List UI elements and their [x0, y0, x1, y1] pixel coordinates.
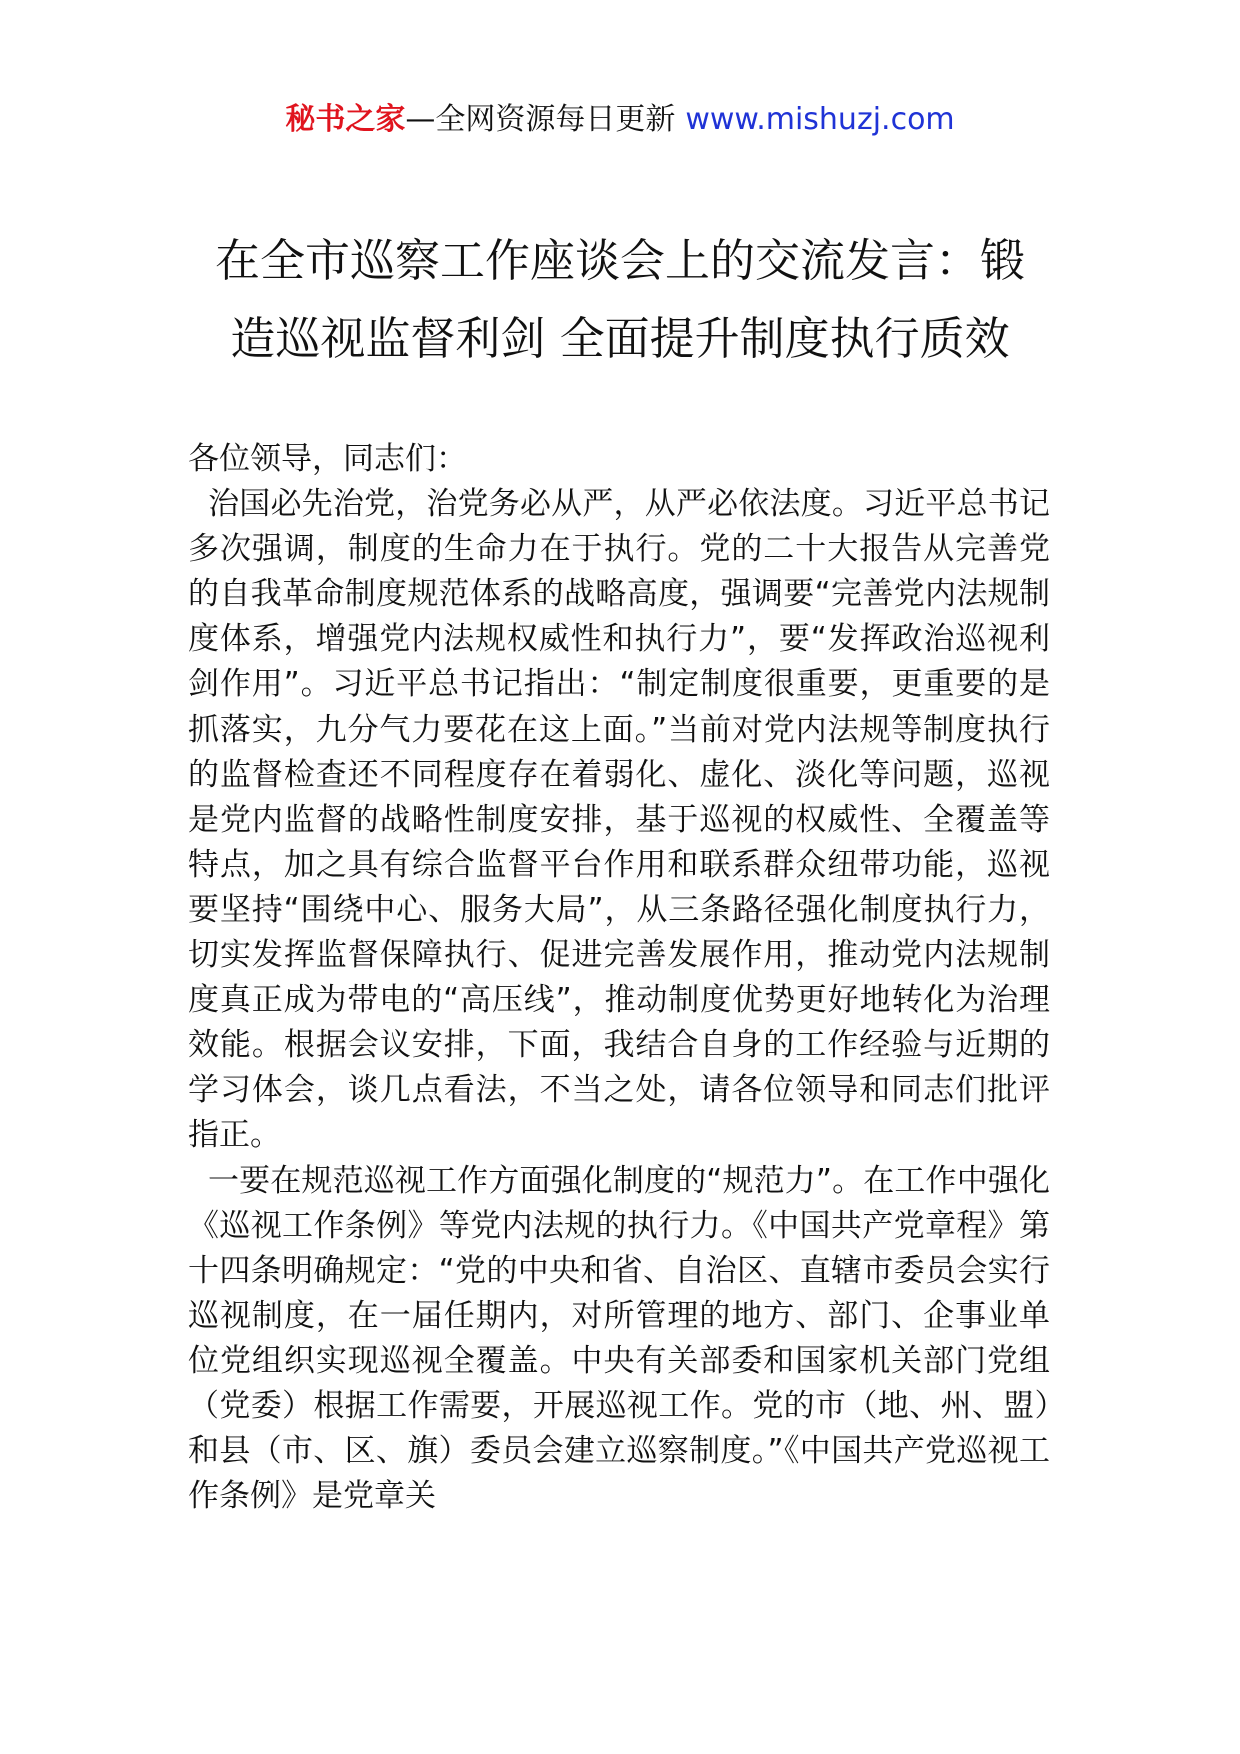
page-header	[0, 98, 1240, 142]
body-paragraph: 治国必先治党，治党务必从严，从严必依法度。习近平总书记多次强调，制度的生命力在于执行。党的二十大报告从完善党的自我革命制度规范体系的战略高度，强调要“完善党内法规制度体系，增强党内法规权威性和执行力”，要“发挥政治巡视利剑作用”。习近平总书记指出：“制定制度很重要，更重要的是抓落实，九分气力要花在这上面。”当前对党内法规等制度执行的监督检查还不同程度存在着弱化、虚化、淡化等问题，巡视是党内监督的战略性制度安排，基于巡视的权威性、全覆盖等特点，加之具有综合监督平台作用和联系群众纽带功能，巡视要坚持“围绕中心、服务大局”，从三条路径强化制度执行力，切实发挥监督保障执行、促进完善发展作用，推动党内法规制度真正成为带电的“高压线”，推动制度优势更好地转化为治理效能。根据会议安排，下面，我结合自身的工作经验与近期的学习体会，谈几点看法，不当之处，请各位领导和同志们批评指正。	[188, 486, 1050, 1154]
title-line-2: 造巡视监督利剑 全面提升制度执行质效	[230, 312, 1010, 365]
website-link[interactable]: www.mishuzj.com	[685, 102, 955, 137]
document-title	[150, 222, 1090, 378]
salutation: 各位领导，同志们：	[188, 441, 467, 477]
brand-name: 秘书之家	[285, 102, 406, 137]
body-paragraph: 一要在规范巡视工作方面强化制度的“规范力”。在工作中强化《巡视工作条例》等党内法规的执行力。《中国共产党章程》第十四条明确规定：“党的中央和省、自治区、直辖市委员会实行巡视制度，在一届任期内，对所管理的地方、部门、企事业单位党组织实现巡视全覆盖。中央有关部委和国家机关部门党组（党委）根据工作需要，开展巡视工作。党的市（地、州、盟）和县（市、区、旗）委员会建立巡察制度。”《中国共产党巡视工作条例》是党章关	[188, 1162, 1050, 1515]
header-slogan: —全网资源每日更新	[405, 102, 676, 137]
title-line-1: 在全市巡察工作座谈会上的交流发言：锻	[214, 234, 1025, 287]
document-body	[188, 437, 1050, 1519]
